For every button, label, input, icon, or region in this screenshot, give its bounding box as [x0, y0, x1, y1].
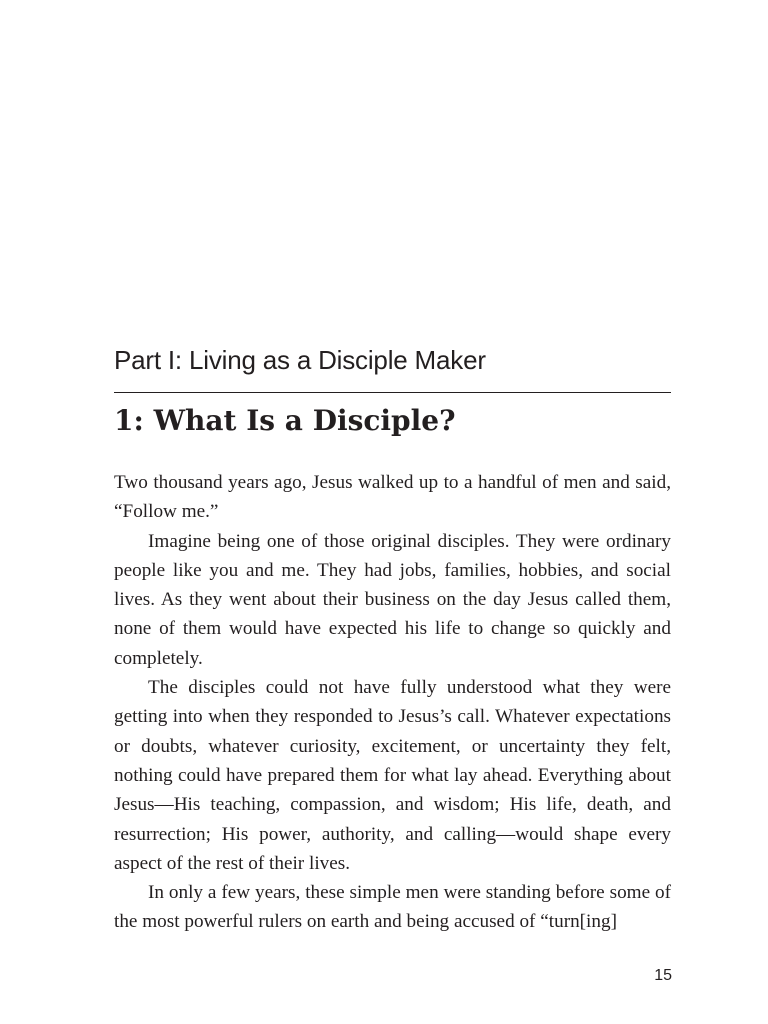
paragraph-3: The disciples could not have fully understood what they were getting into when they responded to Jesus’s call. Whatever expectations or doubts, whatever curiosity, excitement, or uncertainty they felt, nothing could have prepared them for what lay ahead. Everything about Jesus—His teaching, compassion, and wisdom; His life, death, and resurrection; His power, authority, and calling—would shape every aspect of the rest of their lives. [114, 677, 671, 874]
page-number: 15 [654, 967, 672, 984]
paragraph-2: Imagine being one of those original disciples. They were ordinary people like you and me. They had jobs, families, hobbies, and social lives. As they went about their business on the day Jesus called them, none of them would have expected his life to change so quickly and completely. [114, 530, 671, 669]
title-divider [114, 392, 671, 393]
chapter-title: 1: What Is a Disciple? [114, 404, 456, 437]
part-title: Part I: Living as a Disciple Maker [114, 345, 486, 375]
paragraph-4: In only a few years, these simple men were standing before some of the most powerful rulers on earth and being accused of “turn[ing] [114, 882, 671, 933]
paragraph-1: Two thousand years ago, Jesus walked up to a handful of men and said, “Follow me.” [114, 472, 671, 523]
chapter-body [114, 468, 671, 937]
